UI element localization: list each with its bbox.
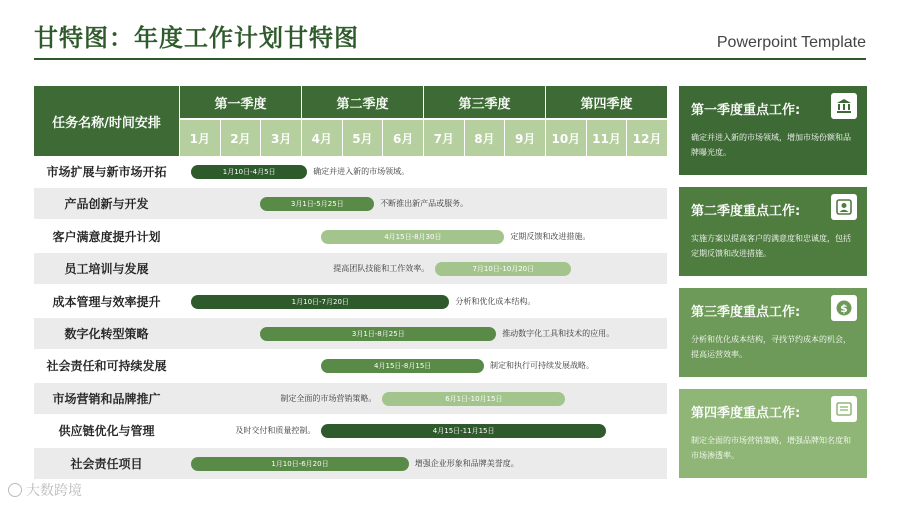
gantt-row <box>34 253 667 284</box>
task-name: 员工培训与发展 <box>64 262 149 277</box>
task-bar: 3月1日-5月25日 <box>260 197 374 211</box>
panel-title: 第一季度重点工作: <box>691 103 801 118</box>
task-bar: 4月15日-8月15日 <box>321 359 484 373</box>
task-note: 确定并进入新的市场领域。 <box>313 167 410 176</box>
month-header: 10月 <box>545 120 586 156</box>
task-note: 提高团队技能和工作效率。 <box>333 264 430 274</box>
month-header: 1月 <box>179 120 220 156</box>
month-header: 3月 <box>260 120 301 156</box>
panel-title: 第二季度重点工作: <box>691 204 801 219</box>
task-name: 成本管理与效率提升 <box>52 294 161 309</box>
gantt-row <box>34 286 667 317</box>
panel-text: 分析和优化成本结构，寻找节约成本的机会，提高运营效率。 <box>691 335 851 359</box>
watermark-text: 大数跨境 <box>26 483 82 499</box>
bank-icon <box>831 93 857 119</box>
gantt-row <box>34 350 667 381</box>
task-name: 社会责任项目 <box>70 456 143 471</box>
task-note: 定期反馈和改进措施。 <box>510 231 591 241</box>
title-rule <box>34 58 866 60</box>
task-bar: 1月10日-6月20日 <box>191 457 409 471</box>
task-bar: 4月15日-8月30日 <box>321 230 504 244</box>
month-header: 2月 <box>220 120 261 156</box>
quarter-focus-panel <box>679 288 867 377</box>
quarter-focus-panel <box>679 86 867 175</box>
page-title: 甘特图：年度工作计划甘特图 <box>34 24 359 52</box>
task-note: 不断推出新产品或服务。 <box>380 199 469 209</box>
task-name: 供应链优化与管理 <box>58 424 155 439</box>
watermark-logo-icon <box>8 483 22 497</box>
dollar-icon <box>831 295 857 321</box>
person-icon <box>831 194 857 220</box>
watermark <box>8 480 82 500</box>
panel-title: 第四季度重点工作: <box>691 406 801 421</box>
task-name: 市场扩展与新市场开拓 <box>46 165 167 179</box>
task-bar: 1月10日-7月20日 <box>191 295 449 309</box>
quarter-header: 第三季度 <box>423 86 545 118</box>
gantt-row <box>34 221 667 252</box>
quarter-header: 第一季度 <box>179 86 301 118</box>
month-header: 5月 <box>342 120 383 156</box>
task-note: 制定全面的市场营销策略。 <box>280 393 377 403</box>
task-bar: 1月10日-4月5日 <box>191 165 307 179</box>
month-header: 7月 <box>423 120 464 156</box>
month-header: 4月 <box>301 120 342 156</box>
task-note: 分析和优化成本结构。 <box>455 296 536 306</box>
note-icon <box>831 396 857 422</box>
task-bar: 7月10日-10月20日 <box>435 262 571 276</box>
month-header: 12月 <box>626 120 667 156</box>
task-note: 及时交付和质量控制。 <box>235 426 316 436</box>
gantt-row <box>34 415 667 446</box>
month-header: 8月 <box>464 120 505 156</box>
task-note: 制定和执行可持续发展战略。 <box>490 361 594 371</box>
task-name: 市场营销和品牌推广 <box>52 391 161 406</box>
quarter-header: 第四季度 <box>545 86 667 118</box>
quarter-focus-panel <box>679 389 867 478</box>
gantt-row <box>34 318 667 349</box>
panel-text: 制定全面的市场营销策略，增强品牌知名度和市场渗透率。 <box>691 436 851 460</box>
task-name: 社会责任和可持续发展 <box>46 359 167 374</box>
task-bar: 6月1日-10月15日 <box>382 392 565 406</box>
gantt-chart <box>34 86 667 476</box>
task-note: 增强企业形象和品牌美誉度。 <box>414 458 519 468</box>
gantt-row <box>34 448 667 479</box>
template-subtitle: Powerpoint Template <box>716 34 866 51</box>
task-bar: 4月15日-11月15日 <box>321 424 606 438</box>
task-name: 客户满意度提升计划 <box>52 229 161 244</box>
task-bar: 3月1日-8月25日 <box>260 327 496 341</box>
gantt-row <box>34 383 667 414</box>
month-header: 11月 <box>586 120 627 156</box>
gantt-row <box>34 188 667 219</box>
task-name: 数字化转型策略 <box>64 327 149 341</box>
quarter-header: 第二季度 <box>301 86 423 118</box>
gantt-row <box>34 156 667 187</box>
svg-text:$: $ <box>840 302 848 315</box>
month-header: 6月 <box>382 120 423 156</box>
quarter-focus-panel <box>679 187 867 276</box>
month-header: 9月 <box>504 120 545 156</box>
task-note: 推动数字化工具和技术的应用。 <box>502 329 615 338</box>
panel-text: 确定并进入新的市场领域，增加市场份额和品牌曝光度。 <box>691 133 851 157</box>
panel-text: 实施方案以提高客户的满意度和忠诚度，包括定期反馈和改进措施。 <box>691 234 851 258</box>
panel-title: 第三季度重点工作: <box>691 305 801 320</box>
task-column-header: 任务名称/时间安排 <box>34 86 179 156</box>
task-name: 产品创新与开发 <box>64 197 149 212</box>
